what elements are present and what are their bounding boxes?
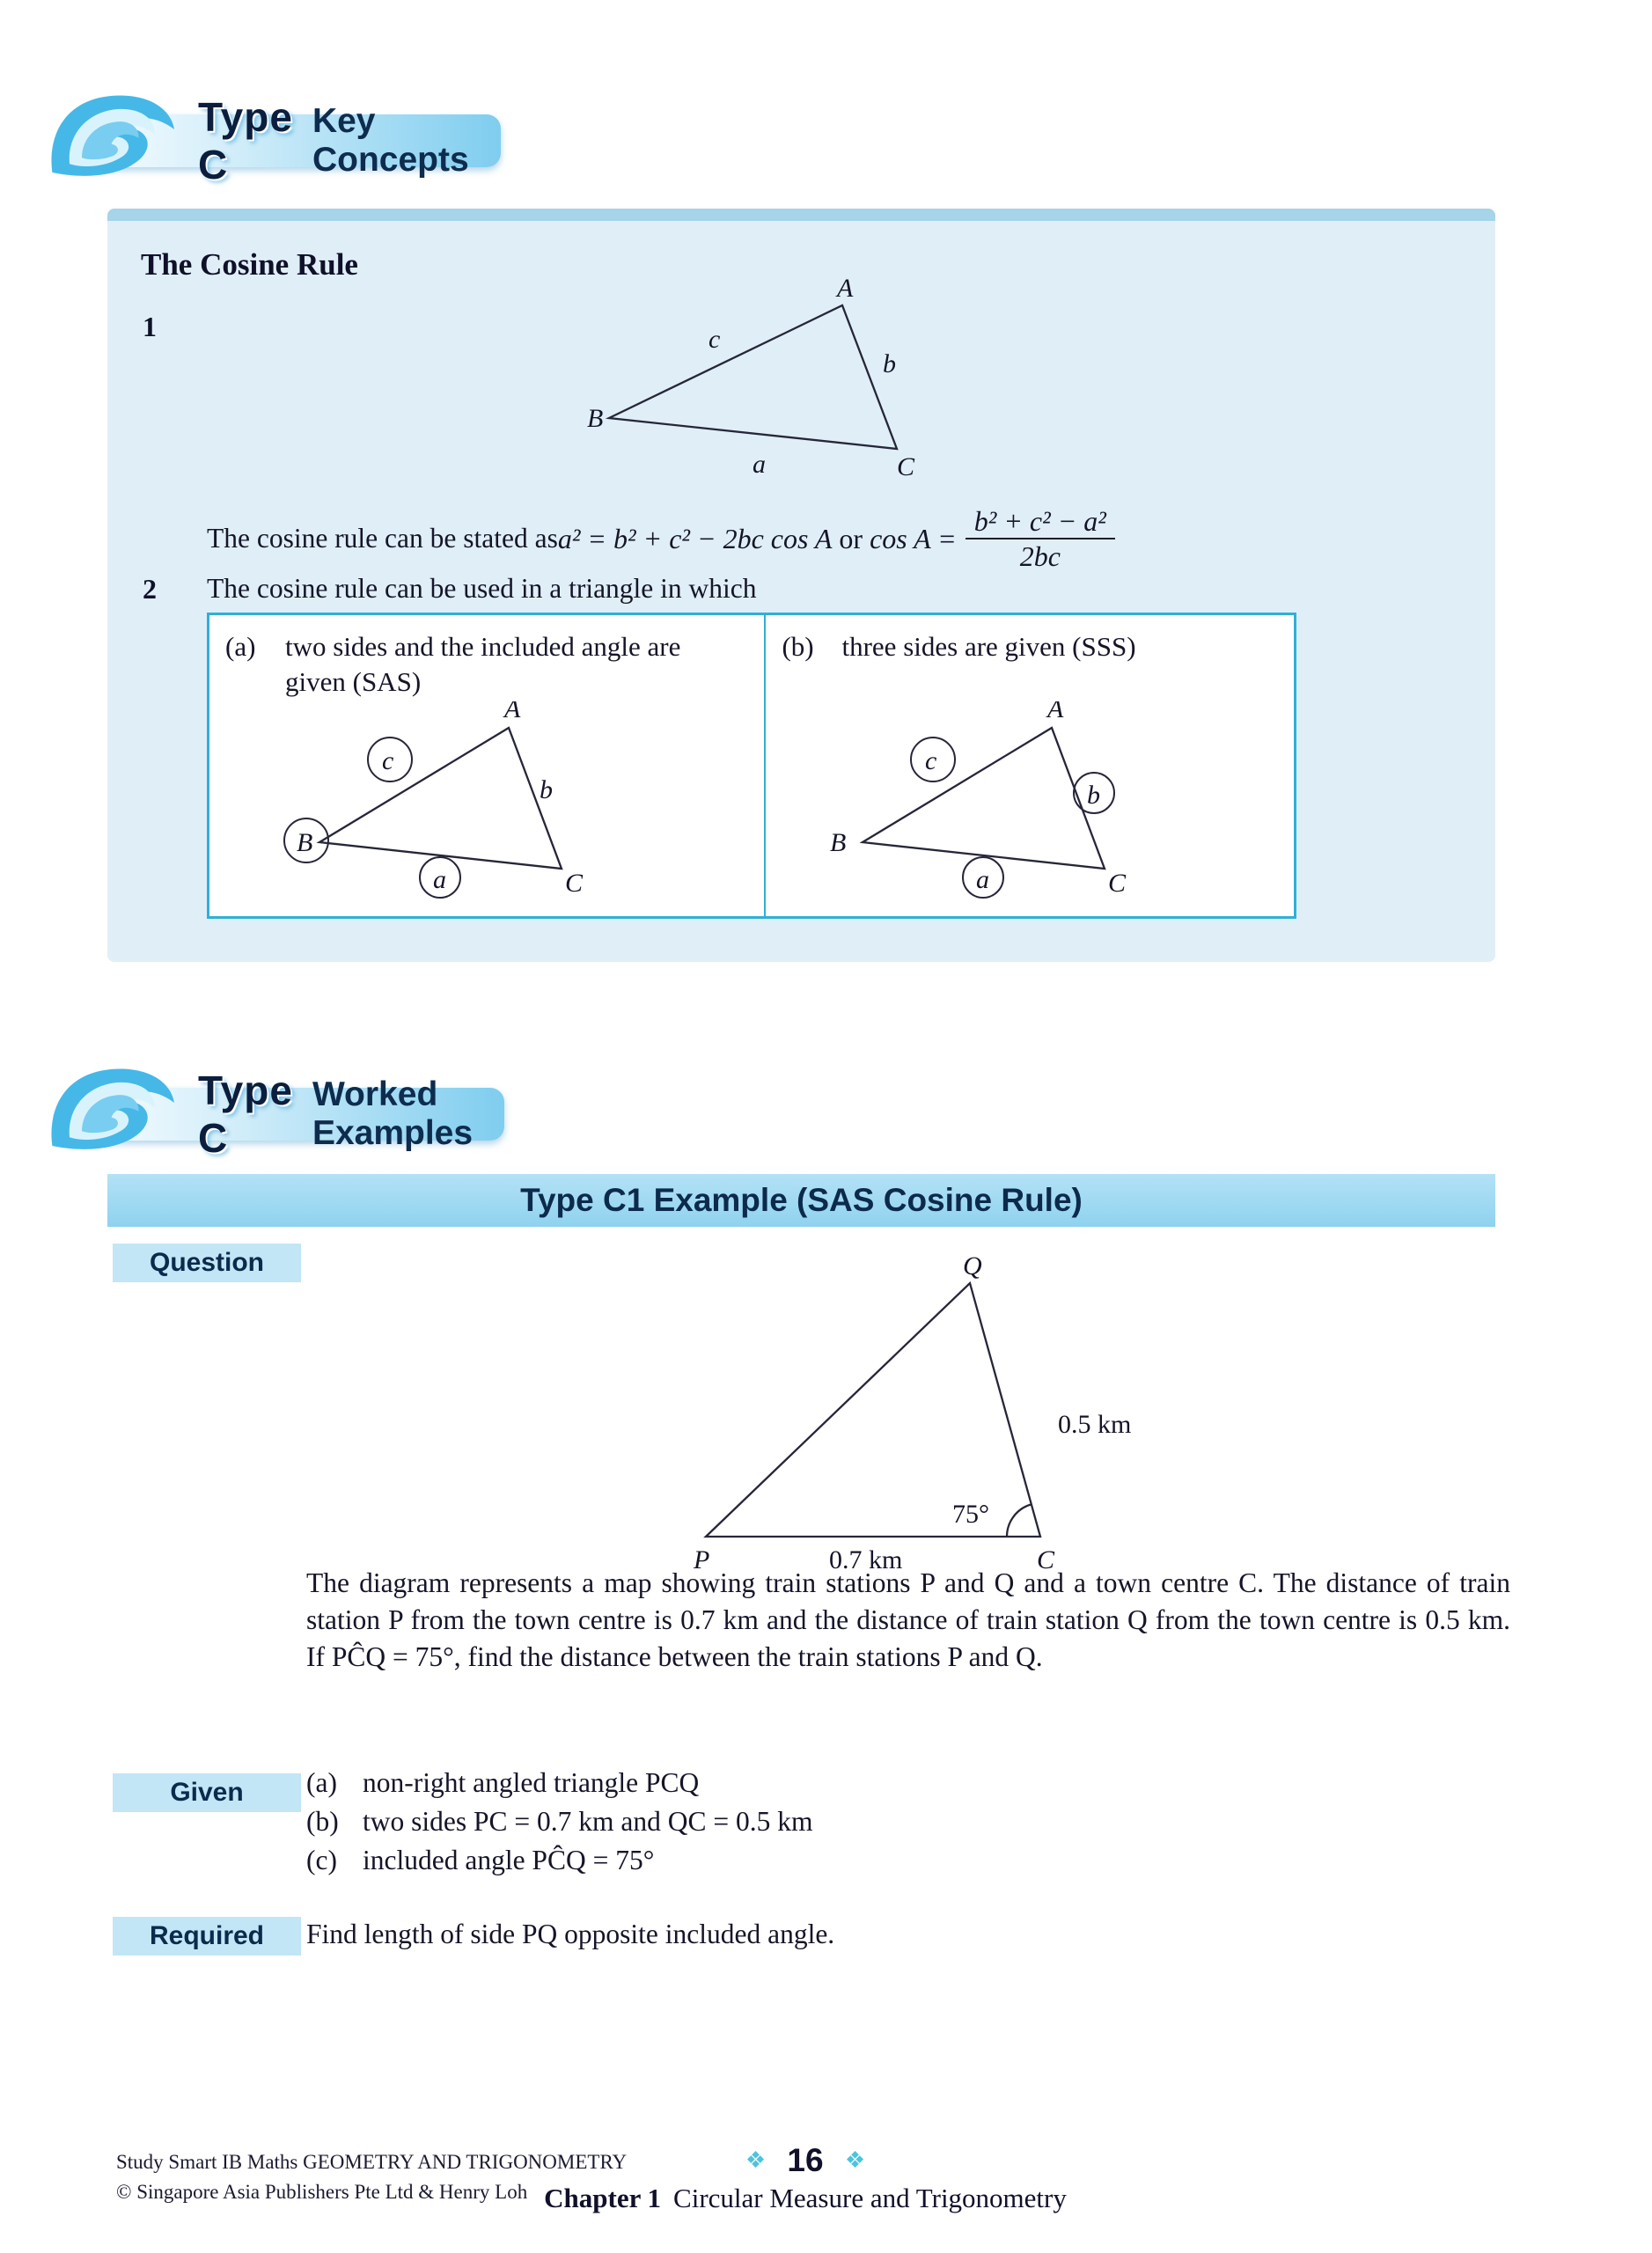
case-sas-heading (225, 629, 748, 699)
footer-series: Study Smart IB Maths GEOMETRY AND TRIGONOMETRY (116, 2151, 628, 2173)
formula-cos-lhs: cos A = (870, 522, 957, 554)
key-concepts-panel (107, 209, 1495, 962)
given-item-label: (a) (306, 1767, 337, 1798)
fraction-numerator: b² + c² − a² (966, 504, 1115, 539)
diamond-icon: ❖ (745, 2147, 767, 2173)
cosine-rule-heading: The Cosine Rule (141, 247, 358, 282)
vertex-c-label: C (1037, 1545, 1055, 1574)
worked-examples-title: Worked Examples (312, 1075, 474, 1152)
pqc-map-triangle-diagram (642, 1257, 1206, 1591)
vertex-a-label: A (837, 277, 854, 303)
vertex-c-label: C (565, 869, 584, 898)
side-c-label: c (925, 746, 937, 775)
cosine-rule-triangle-diagram (587, 277, 983, 497)
vertex-b-label: B (830, 828, 847, 857)
item-1-number: 1 (143, 311, 157, 342)
given-item-text: included angle PĈQ = 75° (363, 1845, 655, 1875)
side-a-label: a (976, 865, 990, 894)
footer-copyright: © Singapore Asia Publishers Pte Ltd & Henry Loh (116, 2181, 528, 2203)
case-sss-heading (782, 629, 1278, 664)
side-qc-length-label: 0.5 km (1058, 1410, 1132, 1439)
angle-c-label: 75° (952, 1500, 989, 1529)
type-c-label: Type C (198, 94, 293, 187)
diamond-icon: ❖ (844, 2147, 866, 2173)
given-items-list (306, 1764, 1468, 1880)
triangle-sides (863, 728, 1105, 869)
cosine-cases-box (207, 613, 1296, 919)
given-label: Given (113, 1773, 301, 1812)
vertex-p-label: P (694, 1545, 710, 1574)
triangle-sides (319, 728, 562, 869)
wave-icon (40, 86, 198, 185)
given-item-text: two sides PC = 0.7 km and QC = 0.5 km (363, 1806, 813, 1837)
or-text: or (832, 522, 870, 554)
vertex-a-label: A (504, 701, 521, 723)
side-a-label: a (753, 450, 766, 479)
vertex-c-label: C (897, 452, 915, 481)
question-text: The diagram represents a map showing train stations P and Q and a town centre C. The distance of train station P from the town centre is 0.7 km and the distance of train station Q from the town centre is 0.5 km. If PĈQ = 75°, find the distance between the train stations P and Q. (306, 1567, 1510, 1673)
required-label: Required (113, 1917, 301, 1956)
sss-triangle-diagram (814, 701, 1272, 913)
vertex-b-label: B (297, 828, 313, 857)
case-b-text: three sides are given (SSS) (841, 631, 1136, 662)
side-c-label: c (709, 325, 721, 354)
wave-icon (40, 1060, 198, 1158)
fraction-denominator: 2bc (1019, 540, 1061, 573)
required-text: Find length of side PQ opposite included angle. (306, 1919, 835, 1949)
vertex-b-label: B (587, 404, 604, 433)
vertex-c-label: C (1108, 869, 1127, 898)
item-2-text: The cosine rule can be used in a triangle in which (207, 573, 757, 604)
side-pc-length-label: 0.7 km (829, 1545, 903, 1574)
page-number: 16 (787, 2142, 824, 2178)
given-item (306, 1802, 1468, 1841)
type-c-label: Type C (198, 1068, 293, 1161)
side-b-label: b (1087, 781, 1101, 810)
item-2-number: 2 (143, 573, 157, 605)
vertex-q-label: Q (963, 1257, 982, 1281)
given-item (306, 1841, 1468, 1880)
case-a-label: (a) (225, 631, 256, 662)
case-sas-column (209, 615, 766, 916)
given-item-label: (b) (306, 1806, 339, 1837)
cosine-rule-statement (207, 504, 1115, 574)
page-number-block (541, 2142, 1069, 2179)
formula-sas: a² = b² + c² − 2bc cos A (557, 522, 833, 554)
case-a-text: two sides and the included angle are given (SAS) (285, 631, 681, 697)
example-banner: Type C1 Example (SAS Cosine Rule) (107, 1174, 1495, 1227)
sas-triangle-diagram (271, 701, 729, 913)
case-sss-column (766, 615, 1294, 916)
triangle-sides (706, 1283, 1040, 1537)
chapter-title: Circular Measure and Trigonometry (673, 2183, 1067, 2213)
given-item (306, 1764, 1468, 1802)
panel-top-strip (107, 209, 1495, 221)
statement-prefix: The cosine rule can be stated as (207, 523, 558, 554)
chapter-label: Chapter 1 (544, 2183, 662, 2213)
side-a-label: a (433, 865, 446, 894)
angle-arc (1007, 1504, 1032, 1537)
side-b-label: b (883, 349, 896, 378)
side-c-label: c (382, 746, 394, 775)
triangle-sides (609, 305, 897, 449)
given-item-text: non-right angled triangle PCQ (363, 1767, 700, 1798)
side-b-label: b (540, 775, 553, 804)
question-label: Question (113, 1244, 301, 1282)
chapter-line (541, 2183, 1069, 2214)
case-b-label: (b) (782, 631, 814, 662)
key-concepts-title: Key Concepts (312, 102, 469, 179)
given-item-label: (c) (306, 1845, 337, 1875)
vertex-a-label: A (1047, 701, 1064, 723)
cosine-fraction (966, 504, 1115, 574)
